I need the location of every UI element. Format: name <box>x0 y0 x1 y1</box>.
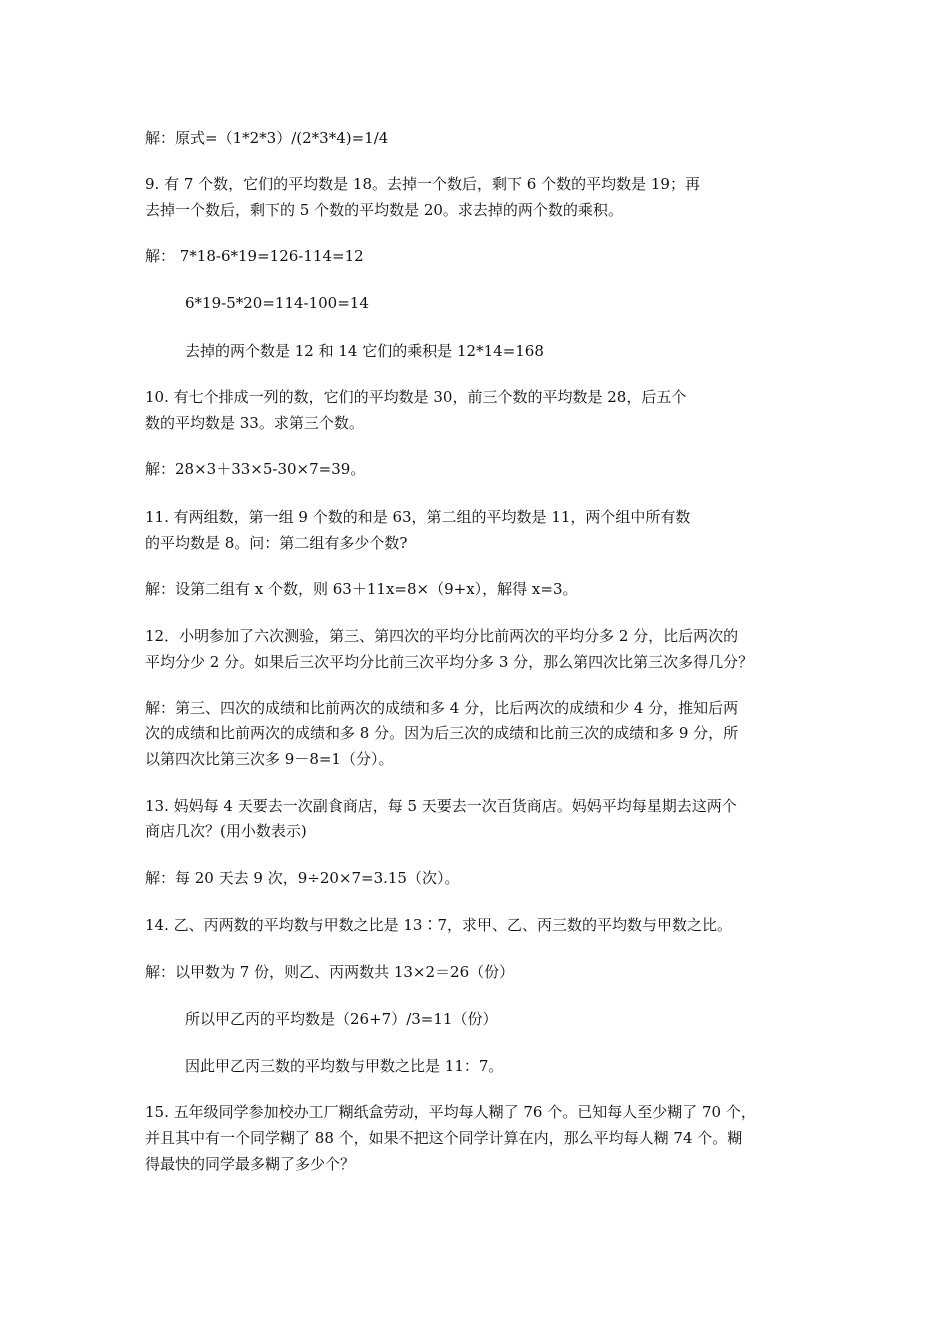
solution-10: 解：28×3＋33×5-30×7=39。 <box>145 460 366 478</box>
problem-12-line-2: 平均分少 2 分。如果后三次平均分比前三次平均分多 3 分，那么第四次比第三次多得几分？ <box>145 653 754 671</box>
solution-8: 解：原式=（1*2*3）/(2*3*4)=1/4 <box>145 129 389 147</box>
problem-15-line-3: 得最快的同学最多糊了多少个？ <box>145 1155 356 1173</box>
problem-11-line-1: 11. 有两组数，第一组 9 个数的和是 63，第二组的平均数是 11，两个组中所有数 <box>145 508 691 526</box>
solution-12-line-3: 以第四次比第三次多 9－8=1（分）。 <box>145 750 394 768</box>
solution-14-line-1: 解：以甲数为 7 份，则乙、丙两数共 13×2＝26（份） <box>145 963 515 981</box>
solution-9-line-2: 6*19-5*20=114-100=14 <box>185 294 369 312</box>
solution-11: 解：设第二组有 x 个数，则 63＋11x=8×（9+x），解得 x=3。 <box>145 580 578 598</box>
solution-9-line-1: 解： 7*18-6*19=126-114=12 <box>145 247 364 265</box>
problem-9-line-1: 9. 有 7 个数，它们的平均数是 18。去掉一个数后，剩下 6 个数的平均数是 19；再 <box>145 175 700 193</box>
solution-9-line-3: 去掉的两个数是 12 和 14 它们的乘积是 12*14=168 <box>185 342 544 360</box>
problem-13-line-1: 13. 妈妈每 4 天要去一次副食商店，每 5 天要去一次百货商店。妈妈平均每星期去这两个 <box>145 797 737 815</box>
solution-14-line-3: 因此甲乙丙三数的平均数与甲数之比是 11：7。 <box>185 1057 504 1075</box>
solution-13: 解：每 20 天去 9 次，9÷20×7=3.15（次）。 <box>145 869 460 887</box>
problem-15-line-2: 并且其中有一个同学糊了 88 个，如果不把这个同学计算在内，那么平均每人糊 74 个。糊 <box>145 1129 743 1147</box>
solution-12-line-1: 解：第三、四次的成绩和比前两次的成绩和多 4 分，比后两次的成绩和少 4 分，推知后两 <box>145 699 739 717</box>
problem-9-line-2: 去掉一个数后，剩下的 5 个数的平均数是 20。求去掉的两个数的乘积。 <box>145 201 623 219</box>
solution-12-line-2: 次的成绩和比前两次的成绩和多 8 分。因为后三次的成绩和比前三次的成绩和多 9 分，所 <box>145 724 739 742</box>
problem-14: 14. 乙、丙两数的平均数与甲数之比是 13∶7，求甲、乙、丙三数的平均数与甲数之比。 <box>145 916 733 934</box>
problem-15-line-1: 15. 五年级同学参加校办工厂糊纸盒劳动，平均每人糊了 76 个。已知每人至少糊了 70 个， <box>145 1103 756 1121</box>
problem-13-line-2: 商店几次？(用小数表示) <box>145 822 307 840</box>
problem-12-line-1: 12．小明参加了六次测验，第三、第四次的平均分比前两次的平均分多 2 分，比后两次的 <box>145 627 739 645</box>
problem-10-line-2: 数的平均数是 33。求第三个数。 <box>145 414 364 432</box>
problem-10-line-1: 10. 有七个排成一列的数，它们的平均数是 30，前三个数的平均数是 28，后五个 <box>145 388 687 406</box>
solution-14-line-2: 所以甲乙丙的平均数是（26+7）/3=11（份） <box>185 1010 498 1028</box>
problem-11-line-2: 的平均数是 8。问：第二组有多少个数? <box>145 534 408 552</box>
